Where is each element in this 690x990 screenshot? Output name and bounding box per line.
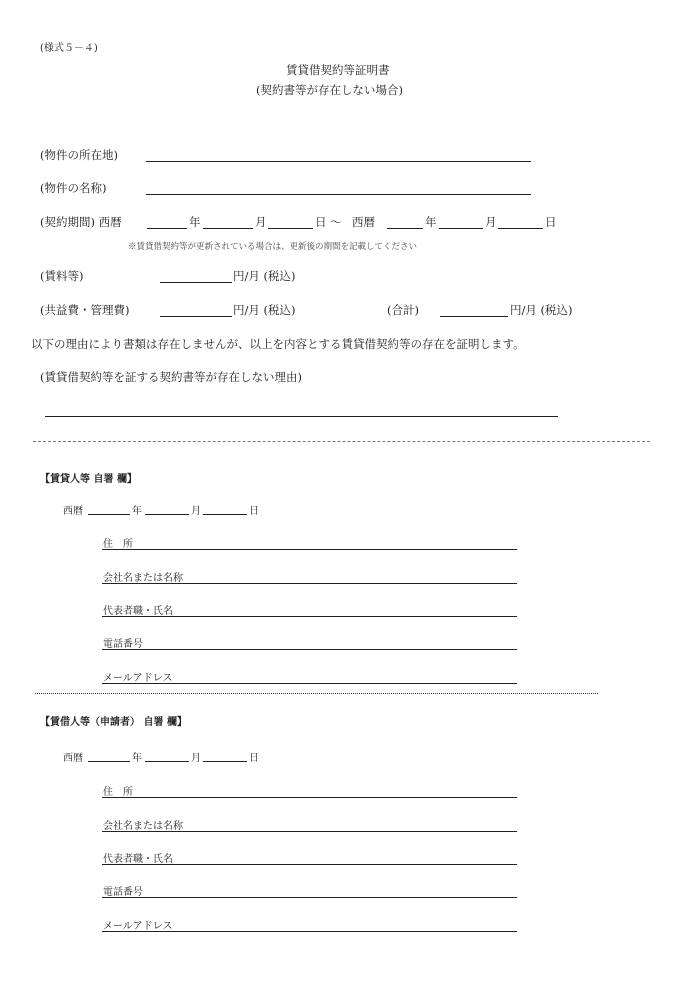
lessee-email-field[interactable] [102, 931, 517, 932]
lessor-representative-field[interactable] [102, 616, 517, 617]
period-end-day-unit: 日 [545, 215, 557, 229]
period-note: ※賃貸借契約等が更新されている場合は、更新後の期間を記載してください [128, 242, 418, 252]
property-name-field[interactable] [146, 194, 531, 195]
period-end-month-unit: 月 [485, 215, 497, 229]
certify-statement: 以下の理由により書類は存在しませんが、以上を内容とする賃貸借契約等の存在を証明します。 [31, 337, 525, 351]
lessee-address-field[interactable] [102, 797, 517, 798]
lessor-company-field[interactable] [102, 583, 517, 584]
period-end-day-field[interactable] [498, 228, 543, 229]
lessee-month-unit: 月 [191, 753, 201, 764]
period-start-year-unit: 年 [189, 215, 201, 229]
lessee-phone-field[interactable] [102, 897, 517, 898]
period-end-year-unit: 年 [425, 215, 437, 229]
lessee-company-field[interactable] [102, 831, 517, 832]
lessee-email-label: メールアドレス [103, 921, 173, 932]
period-start-day-field[interactable] [268, 228, 313, 229]
period-end-month-field[interactable] [439, 228, 483, 229]
reason-field[interactable] [45, 416, 558, 417]
period-start-year-field[interactable] [147, 228, 187, 229]
total-amount-field[interactable] [440, 316, 508, 317]
common-fee-label: (共益費・管理費) [40, 303, 130, 317]
lessee-year-field[interactable] [88, 761, 130, 762]
lessee-representative-label: 代表者職・氏名 [103, 854, 173, 865]
lessor-phone-label: 電話番号 [103, 639, 143, 650]
property-location-label: (物件の所在地) [40, 148, 118, 162]
lessor-representative-label: 代表者職・氏名 [103, 606, 173, 617]
period-start-day-unit: 日 [315, 215, 327, 229]
rent-unit: 円/月 (税込) [233, 269, 296, 283]
lessor-company-label: 会社名または名称 [103, 573, 183, 584]
lessor-phone-field[interactable] [102, 649, 517, 650]
period-end-year-field[interactable] [387, 228, 423, 229]
rent-label: (賃料等) [40, 269, 84, 283]
lessor-day-unit: 日 [249, 506, 259, 517]
lessor-heading: 【賃貸人等 自署 欄】 [40, 474, 137, 485]
period-label: (契約期間) 西暦 [40, 215, 122, 229]
lessor-year-field[interactable] [88, 514, 130, 515]
lessor-date-era: 西暦 [63, 506, 83, 517]
lessee-day-field[interactable] [203, 761, 247, 762]
common-fee-field[interactable] [160, 316, 232, 317]
section-divider-dotted [35, 693, 598, 694]
lessee-date-era: 西暦 [63, 753, 83, 764]
period-start-month-unit: 月 [255, 215, 267, 229]
lessor-email-field[interactable] [102, 683, 517, 684]
lessee-year-unit: 年 [132, 753, 142, 764]
total-unit: 円/月 (税込) [510, 303, 573, 317]
lessor-email-label: メールアドレス [103, 673, 173, 684]
common-fee-unit: 円/月 (税込) [233, 303, 296, 317]
lessor-address-field[interactable] [102, 549, 517, 550]
document-title: 賃貸借契約等証明書 [286, 63, 390, 77]
property-location-field[interactable] [146, 161, 531, 162]
total-label: (合計) [387, 303, 419, 317]
lessee-phone-label: 電話番号 [103, 887, 143, 898]
section-divider [33, 441, 650, 442]
lessee-representative-field[interactable] [102, 864, 517, 865]
lessor-year-unit: 年 [132, 506, 142, 517]
lessor-month-unit: 月 [191, 506, 201, 517]
lessor-address-label: 住 所 [103, 539, 133, 550]
lessee-company-label: 会社名または名称 [103, 821, 183, 832]
lessee-address-label: 住 所 [103, 787, 133, 798]
period-end-era: 西暦 [352, 215, 375, 229]
reason-label: (賃貸借契約等を証する契約書等が存在しない理由) [40, 370, 302, 384]
lessee-day-unit: 日 [249, 753, 259, 764]
rent-amount-field[interactable] [160, 282, 232, 283]
lessee-heading: 【賃借人等（申請者） 自署 欄】 [40, 717, 187, 728]
document-subtitle: (契約書等が存在しない場合) [256, 83, 403, 97]
lessee-month-field[interactable] [145, 761, 189, 762]
form-number: (様式５－４) [40, 43, 98, 54]
lessor-day-field[interactable] [203, 514, 247, 515]
period-tilde: ～ [330, 215, 342, 229]
property-name-label: (物件の名称) [40, 181, 107, 195]
period-start-month-field[interactable] [203, 228, 253, 229]
lessor-month-field[interactable] [145, 514, 189, 515]
